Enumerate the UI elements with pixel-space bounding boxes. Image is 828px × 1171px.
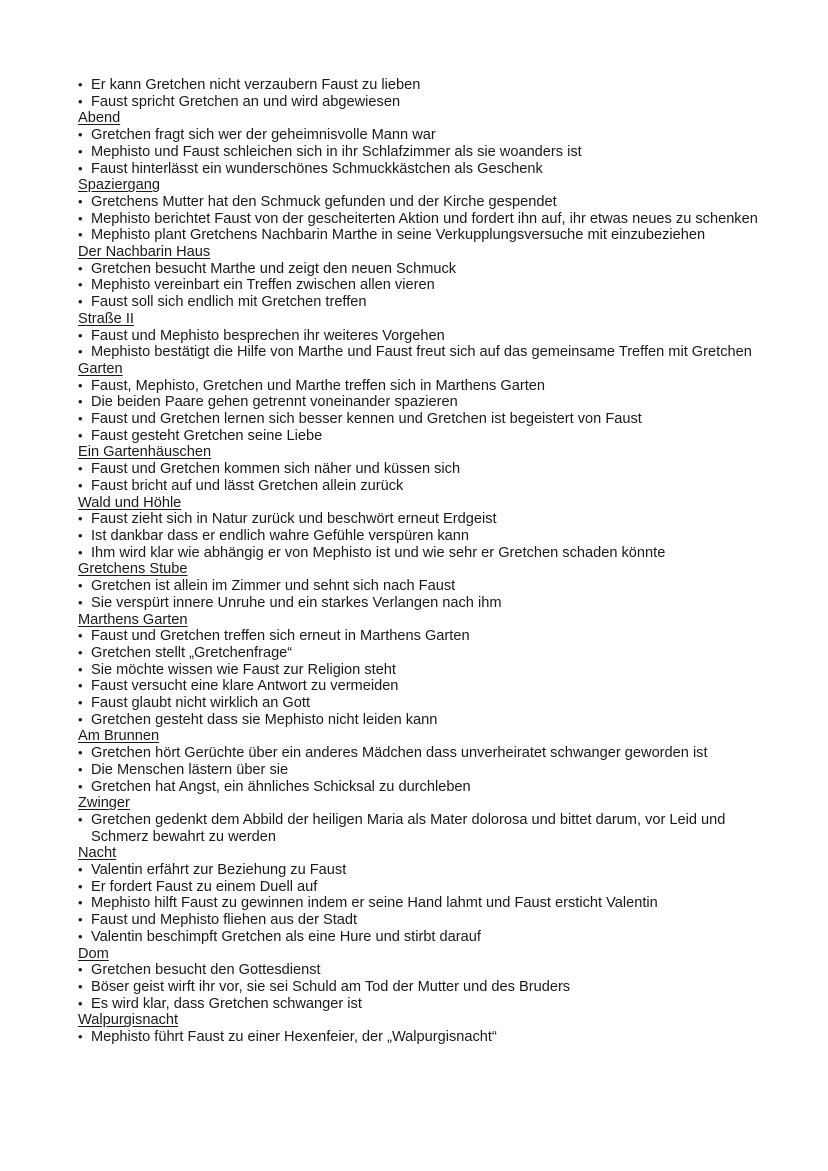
section-dom <box>78 946 758 1013</box>
section-heading: Nacht <box>78 845 117 862</box>
list-item: • Valentin erfährt zur Beziehung zu Faust <box>78 862 758 879</box>
list-item: • Faust soll sich endlich mit Gretchen treffen <box>78 294 758 311</box>
list-item: • Sie verspürt innere Unruhe und ein starkes Verlangen nach ihm <box>78 595 758 612</box>
list-item: • Gretchen fragt sich wer der geheimnisvolle Mann war <box>78 127 758 144</box>
intro-bullet-list <box>78 77 758 110</box>
list-item: • Faust und Gretchen lernen sich besser kennen und Gretchen ist begeistert von Faust <box>78 411 758 428</box>
list-item: • Es wird klar, dass Gretchen schwanger ist <box>78 996 758 1013</box>
list-item: • Faust und Mephisto fliehen aus der Stadt <box>78 912 758 929</box>
bullet-list <box>78 578 758 611</box>
section-heading: Straße II <box>78 310 134 327</box>
bullet-list <box>78 962 758 1012</box>
list-item: • Ist dankbar dass er endlich wahre Gefühle verspüren kann <box>78 528 758 545</box>
section-heading: Wald und Höhle <box>78 494 182 511</box>
section-heading: Walpurgisnacht <box>78 1012 179 1029</box>
list-item: • Faust und Gretchen kommen sich näher und küssen sich <box>78 461 758 478</box>
list-item: • Faust bricht auf und lässt Gretchen allein zurück <box>78 478 758 495</box>
list-item: • Er kann Gretchen nicht verzaubern Faust zu lieben <box>78 77 758 94</box>
bullet-list <box>78 328 758 361</box>
bullet-list <box>78 511 758 561</box>
list-item: • Faust versucht eine klare Antwort zu vermeiden <box>78 678 758 695</box>
bullet-list <box>78 1029 758 1046</box>
list-item: • Gretchens Mutter hat den Schmuck gefunden und der Kirche gespendet <box>78 194 758 211</box>
list-item: • Faust und Gretchen treffen sich erneut in Marthens Garten <box>78 628 758 645</box>
bullet-list <box>78 628 758 728</box>
list-item: • Valentin beschimpft Gretchen als eine Hure und stirbt darauf <box>78 929 758 946</box>
bullet-list <box>78 378 758 445</box>
bullet-list <box>78 127 758 177</box>
section-zwinger <box>78 795 758 845</box>
list-item: • Gretchen gesteht dass sie Mephisto nicht leiden kann <box>78 712 758 729</box>
bullet-list <box>78 862 758 946</box>
list-item: • Faust und Mephisto besprechen ihr weiteres Vorgehen <box>78 328 758 345</box>
section-marthens-garten <box>78 612 758 729</box>
list-item: • Gretchen besucht den Gottesdienst <box>78 962 758 979</box>
list-item: • Gretchen gedenkt dem Abbild der heiligen Maria als Mater dolorosa und bittet darum, vor Leid und Schmerz bewahrt zu werden <box>78 812 758 845</box>
section-heading: Abend <box>78 110 121 127</box>
section-heading: Garten <box>78 360 123 377</box>
list-item: • Die beiden Paare gehen getrennt voneinander spazieren <box>78 394 758 411</box>
list-item: • Die Menschen lästern über sie <box>78 762 758 779</box>
list-item: • Faust zieht sich in Natur zurück und beschwört erneut Erdgeist <box>78 511 758 528</box>
section-heading: Ein Gartenhäuschen <box>78 444 212 461</box>
list-item: • Er fordert Faust zu einem Duell auf <box>78 879 758 896</box>
list-item: • Gretchen hat Angst, ein ähnliches Schicksal zu durchleben <box>78 779 758 796</box>
section-der-nachbarin-haus <box>78 244 758 311</box>
list-item: • Mephisto plant Gretchens Nachbarin Marthe in seine Verkupplungsversuche mit einzubeziehen <box>78 227 758 244</box>
section-gretchens-stube <box>78 561 758 611</box>
section-heading: Spaziergang <box>78 177 160 194</box>
bullet-list <box>78 461 758 494</box>
list-item: • Faust glaubt nicht wirklich an Gott <box>78 695 758 712</box>
section-am-brunnen <box>78 728 758 795</box>
list-item: • Gretchen ist allein im Zimmer und sehnt sich nach Faust <box>78 578 758 595</box>
list-item: • Faust spricht Gretchen an und wird abgewiesen <box>78 94 758 111</box>
list-item: • Sie möchte wissen wie Faust zur Religion steht <box>78 662 758 679</box>
list-item: • Böser geist wirft ihr vor, sie sei Schuld am Tod der Mutter und des Bruders <box>78 979 758 996</box>
section-strasse-ii <box>78 311 758 361</box>
list-item: • Mephisto berichtet Faust von der gescheiterten Aktion und fordert ihn auf, ihr etwas neues zu schenken <box>78 211 758 228</box>
section-heading: Zwinger <box>78 795 130 812</box>
bullet-list <box>78 812 758 845</box>
list-item: • Ihm wird klar wie abhängig er von Mephisto ist und wie sehr er Gretchen schaden könnte <box>78 545 758 562</box>
document-page <box>78 77 758 1046</box>
section-garten <box>78 361 758 445</box>
list-item: • Mephisto vereinbart ein Treffen zwischen allen vieren <box>78 277 758 294</box>
section-wald-und-hoehle <box>78 495 758 562</box>
list-item: • Mephisto bestätigt die Hilfe von Marthe und Faust freut sich auf das gemeinsame Treffen mit Gretchen <box>78 344 758 361</box>
section-heading: Marthens Garten <box>78 611 188 628</box>
list-item: • Mephisto hilft Faust zu gewinnen indem er seine Hand lahmt und Faust ersticht Valentin <box>78 895 758 912</box>
list-item: • Faust gesteht Gretchen seine Liebe <box>78 428 758 445</box>
section-walpurgisnacht <box>78 1012 758 1045</box>
list-item: • Gretchen stellt „Gretchenfrage“ <box>78 645 758 662</box>
list-item: • Mephisto und Faust schleichen sich in ihr Schlafzimmer als sie woanders ist <box>78 144 758 161</box>
list-item: • Mephisto führt Faust zu einer Hexenfeier, der „Walpurgisnacht“ <box>78 1029 758 1046</box>
section-abend <box>78 110 758 177</box>
list-item: • Faust hinterlässt ein wunderschönes Schmuckkästchen als Geschenk <box>78 161 758 178</box>
section-spaziergang <box>78 177 758 244</box>
section-ein-gartenhaeuschen <box>78 444 758 494</box>
section-nacht <box>78 845 758 945</box>
bullet-list <box>78 194 758 244</box>
section-heading: Gretchens Stube <box>78 561 188 578</box>
list-item: • Gretchen besucht Marthe und zeigt den neuen Schmuck <box>78 261 758 278</box>
section-heading: Der Nachbarin Haus <box>78 244 211 261</box>
list-item: • Gretchen hört Gerüchte über ein anderes Mädchen dass unverheiratet schwanger geworden ist <box>78 745 758 762</box>
bullet-list <box>78 745 758 795</box>
section-heading: Dom <box>78 945 109 962</box>
list-item: • Faust, Mephisto, Gretchen und Marthe treffen sich in Marthens Garten <box>78 378 758 395</box>
section-heading: Am Brunnen <box>78 728 160 745</box>
bullet-list <box>78 261 758 311</box>
